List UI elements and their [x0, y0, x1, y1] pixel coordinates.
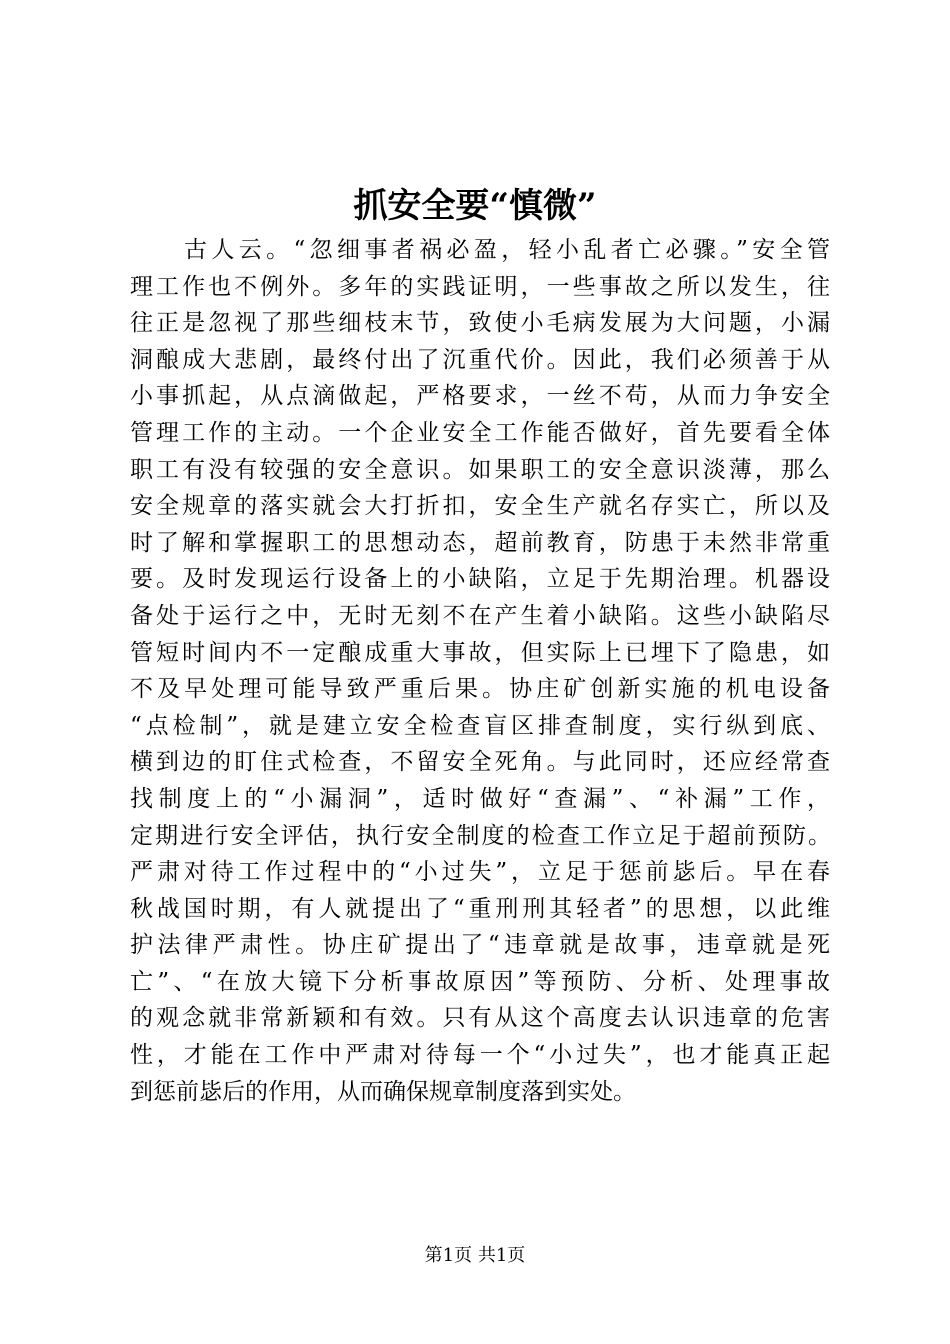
paragraph-line: 的观念就非常新颖和有效。只有从这个高度去认识违章的危害 — [130, 1005, 830, 1032]
paragraph-line: 到惩前毖后的作用，从而确保规章制度落到实处。 — [130, 1078, 636, 1105]
paragraph-line: 安全规章的落实就会大打折扣，安全生产就名存实亡，所以及 — [130, 493, 830, 520]
paragraph-line: 往正是忽视了那些细枝末节，致使小毛病发展为大问题，小漏 — [130, 310, 830, 337]
body-paragraph — [130, 232, 830, 1110]
paragraph-line: 小事抓起，从点滴做起，严格要求，一丝不苟，从而力争安全 — [130, 383, 830, 410]
paragraph-line: 定期进行安全评估，执行安全制度的检查工作立足于超前预防。 — [130, 822, 830, 849]
paragraph-line: 职工有没有较强的安全意识。如果职工的安全意识淡薄，那么 — [130, 456, 830, 483]
paragraph-line: 横到边的盯住式检查，不留安全死角。与此同时，还应经常查 — [130, 749, 830, 776]
paragraph-line: 古人云。“忽细事者祸必盈，轻小乱者亡必骤。”安全管 — [184, 237, 830, 263]
paragraph-line: 找制度上的“小漏洞”，适时做好“查漏”、“补漏”工作， — [130, 785, 830, 812]
paragraph-line: 护法律严肃性。协庄矿提出了“违章就是故事，违章就是死 — [130, 932, 830, 959]
paragraph-line: 亡”、“在放大镜下分析事故原因”等预防、分析、处理事故 — [130, 968, 830, 995]
paragraph-line: 秋战国时期，有人就提出了“重刑刑其轻者”的思想，以此维 — [130, 895, 830, 922]
paragraph-line: 性，才能在工作中严肃对待每一个“小过失”，也才能真正起 — [130, 1042, 830, 1069]
paragraph-line: 理工作也不例外。多年的实践证明，一些事故之所以发生，往 — [130, 273, 830, 300]
paragraph-line: 管短时间内不一定酿成重大事故，但实际上已埋下了隐患，如 — [130, 639, 830, 666]
page-footer: 第1页 共1页 — [424, 1245, 526, 1266]
paragraph-line: 不及早处理可能导致严重后果。协庄矿创新实施的机电设备 — [130, 676, 830, 703]
paragraph-line: 时了解和掌握职工的思想动态，超前教育，防患于未然非常重 — [130, 529, 830, 556]
paragraph-line: 管理工作的主动。一个企业安全工作能否做好，首先要看全体 — [130, 419, 830, 446]
paragraph-line: 备处于运行之中，无时无刻不在产生着小缺陷。这些小缺陷尽 — [130, 602, 830, 629]
paragraph-line: “点检制”，就是建立安全检查盲区排查制度，实行纵到底、 — [130, 712, 830, 739]
paragraph-line: 严肃对待工作过程中的“小过失”，立足于惩前毖后。早在春 — [130, 859, 830, 886]
paragraph-line: 要。及时发现运行设备上的小缺陷，立足于先期治理。机器设 — [130, 566, 830, 593]
paragraph-line: 洞酿成大悲剧，最终付出了沉重代价。因此，我们必须善于从 — [130, 346, 830, 373]
page-title: 抓安全要“慎微” — [353, 186, 597, 226]
